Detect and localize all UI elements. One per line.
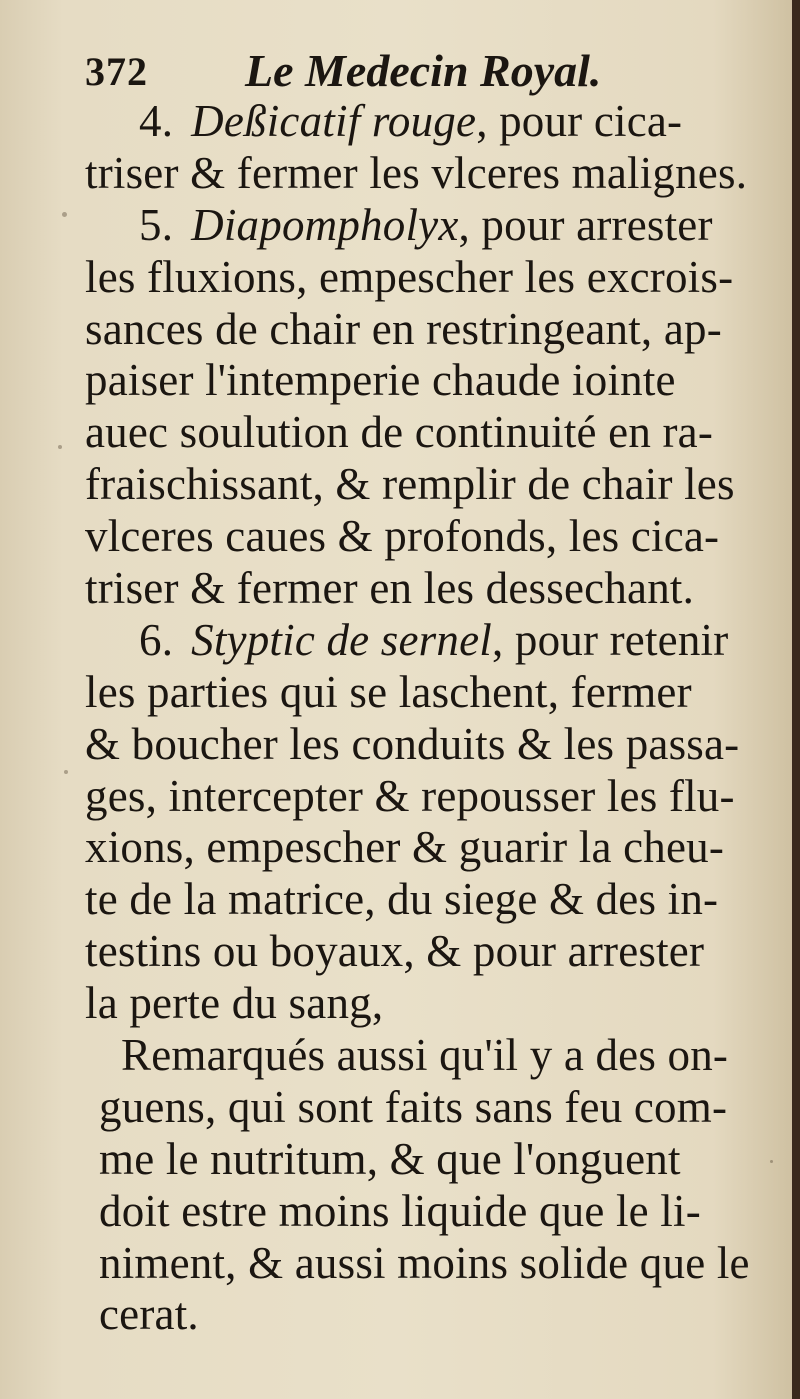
entry-6-term: Styptic de sernel xyxy=(191,614,492,665)
entry-5-line-7: triser & fermer en les dessechant. xyxy=(85,563,695,614)
page-number: 372 xyxy=(85,49,148,94)
entry-6-line-2: & boucher les conduits & les passa- xyxy=(85,718,740,769)
paper-blemish xyxy=(64,770,68,774)
paper-blemish xyxy=(62,212,67,217)
entry-5-line-1: les fluxions, empescher les excrois- xyxy=(85,251,734,302)
entry-6-number: 6. xyxy=(139,614,174,665)
paper-blemish xyxy=(770,1160,773,1163)
entry-6-heading-line xyxy=(85,615,745,667)
entry-5-line-2: sances de chair en restringeant, ap- xyxy=(85,303,722,354)
remark-first-line: Remarqués aussi qu'il y a des on- xyxy=(121,1030,729,1081)
entry-4-heading-line xyxy=(85,96,745,148)
entry-6-line-3: ges, intercepter & repousser les flu- xyxy=(85,770,735,821)
entry-5-first-line-rest: , pour arrester xyxy=(458,199,713,250)
entry-5-line-4: auec soulution de continuité en ra- xyxy=(85,407,714,458)
entry-6-line-1: les parties qui se laschent, fermer xyxy=(85,666,692,717)
page-header xyxy=(85,40,725,100)
entry-4-number: 4. xyxy=(139,96,174,146)
remark-line-5: cerat. xyxy=(99,1289,199,1340)
remark-line-3: doit estre moins liquide que le li- xyxy=(99,1185,701,1236)
entry-5-line-5: fraischissant, & remplir de chair les xyxy=(85,459,735,510)
entry-4-line-1: triser & fermer les vlceres malignes. xyxy=(85,147,748,198)
paper-blemish xyxy=(58,445,62,449)
entry-5-line-3: paiser l'intemperie chaude iointe xyxy=(85,355,676,406)
entry-4-first-line-rest: , pour cica- xyxy=(476,96,683,146)
entry-4-term: Deßicatif rouge xyxy=(191,96,477,146)
entry-6-line-5: te de la matrice, du siege & des in- xyxy=(85,874,719,925)
remark-line-4: niment, & aussi moins solide que le xyxy=(99,1237,750,1288)
remark-line-2: me le nutritum, & que l'onguent xyxy=(99,1133,681,1184)
entry-5-line-6: vlceres caues & profonds, les cica- xyxy=(85,511,720,562)
body-text xyxy=(85,96,750,1341)
entry-5-number: 5. xyxy=(139,199,174,250)
entry-5-term: Diapompholyx xyxy=(191,199,459,250)
entry-6-first-line-rest: , pour retenir xyxy=(491,614,729,665)
remark-line-1: guens, qui sont faits sans feu com- xyxy=(99,1081,728,1132)
entry-6-line-7: la perte du sang, xyxy=(85,978,384,1029)
entry-6-line-4: xions, empescher & guarir la cheu- xyxy=(85,822,725,873)
entry-5-heading-line xyxy=(85,200,745,252)
running-title: Le Medecin Royal. xyxy=(245,45,602,96)
entry-6-line-6: testins ou boyaux, & pour arrester xyxy=(85,926,705,977)
